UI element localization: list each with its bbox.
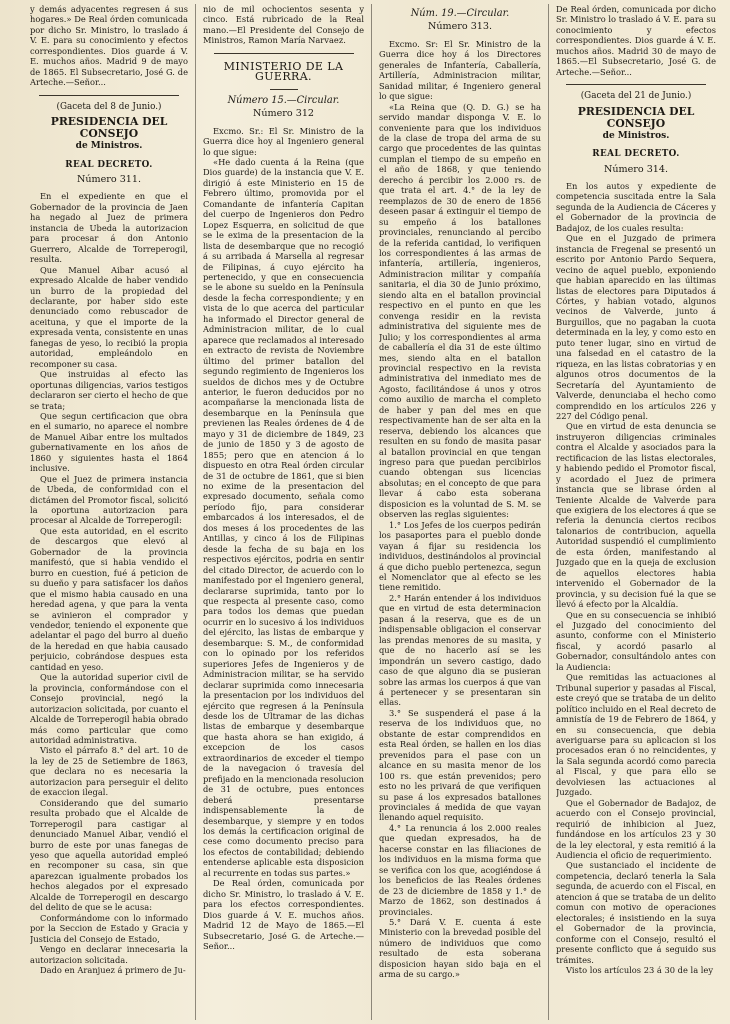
paragraph: Excmo. Sr: El Sr. Ministro de la Guerra dice hoy á los Directores generales de Infantería, Caballería, Artillería, Administracion militar, Sanidad militar, é Ingeniero general lo que sigue: [379, 38, 541, 102]
paragraph: En los autos y expediente de competencia suscitada entre la Sala segunda de la Audiencia de Cáceres y el Gobernador de la provincia de Badajoz, de los cuales resulta: [556, 180, 716, 233]
paragraph: Excmo. Sr.: El Sr. Ministro de la Guerra dice hoy al Ingeniero general lo que sigue: [203, 125, 364, 157]
decree-heading: REAL DECRETO. [65, 159, 153, 170]
column-rule [371, 4, 372, 1020]
section-subheading: de Ministros. [602, 130, 670, 141]
column-rule [548, 4, 549, 1020]
lead-text: De Real órden, comunicada por dicho Sr. Ministro lo traslado á V. E. para su conocimiento y efectos correspondientes. Dios guarde á V. E. muchos años. Madrid 30 de mayo de 1865.—El Subsecretario, José G. de Arteche.—Señor... [556, 4, 716, 77]
paragraph: Que instruidas al efecto las oportunas diligencias, varios testigos declararon ser cierto el hecho de que se trata; [30, 369, 188, 411]
section-subheading: de Ministros. [75, 141, 143, 152]
short-divider [270, 89, 298, 90]
paragraph: Visto los artículos 23 á 30 de la ley [566, 964, 714, 975]
section-divider [214, 53, 354, 54]
section-divider [566, 84, 706, 85]
paragraph: Que sustanciado el incidente de competencia, declaró tenerla la Sala segunda, de acuerdo con el Fiscal, en atencion á que se trataba de un delito comun con motivo de operaciones electorales; é insistiendo en la suya el Gobernador de la provincia, conforme con el Consejo, resultó el presente conflicto que á seguido sus trámites. [556, 860, 716, 965]
paragraph: Que Manuel Aibar acusó al expresado Alcalde de haber vendido un burro de la propiedad del declarante, por haber sido este denunciado como rebuscador de aceituna, y que el importe de la expresada venta, consistente en unas fanegas de yeso, lo recibió la propia autoridad, empleándolo en recomponer su casa. [30, 264, 188, 369]
paragraph: 2.° Harán entender á los individuos que en virtud de esta determinacion pasan á la reserva, que es de un indispensable obligacion el conservar las prendas menores de su masita, y que de no hacerlo así se les impondrán un severo castigo, dado caso de que alguno dia se pusieran sobre las armas los cuerpos á que van á pertenecer y se presentaran sin ellas. [379, 592, 541, 708]
paragraph: Considerando que del sumario resulta probado que el Alcalde de Torreperogil para castigar al denunciado Manuel Aibar, vendió el burro de este por unas fanegas de yeso que aquella autoridad empleó en recomponer su casa, sin que aparezcan igualmente probados los hechos alegados por el expresado Alcalde de Torreperogil en descargo del delito de que se le acusa: [30, 797, 188, 913]
entry-number: Número 313. [427, 21, 493, 33]
paragraph: De Real órden, comunicada por dicho Sr. Ministro, lo traslado á V. E. para los efectos correspondientes. Dios guarde á V. E. muchos años. Madrid 12 de Mayo de 1865.—El Subsecretario, José G. de Arteche.—Señor... [203, 878, 364, 951]
paragraph: Que segun certificacion que obra en el sumario, no aparece el nombre de Manuel Aibar entre los multados gubernativamente en los años de 1860 y siguientes hasta el 1864 inclusive. [30, 410, 188, 474]
paragraph: 5.° Dará V. E. cuenta á este Ministerio con la brevedad posible del número de individuos que como resultado de esta soberana disposicion hayan sido baja en el arma de su cargo.» [379, 916, 541, 980]
gaceta-date: (Gaceta del 21 de Junio.) [580, 91, 692, 102]
paragraph: Visto el párrafo 8.° del art. 10 de la ley de 25 de Setiembre de 1863, que declara no es necesaria la autorizacion para perseguir el delito de exaccion ilegal. [30, 745, 188, 798]
gaceta-date: (Gaceta del 8 de Junio.) [56, 101, 162, 112]
lead-text: y demás adyacentes regresen á sus hogares.» De Real órden comunicada por dicho Sr. Ministro, lo traslado á V. E. para su conocimiento y efectos correspondientes. Dios guarde á V. E. muchos años. Madrid 9 de mayo de 1865. El Subsecretario, José G. de Arteche.—Señor... [30, 4, 188, 88]
paragraph: «La Reina que (Q. D. G.) se ha servido mandar disponga V. E. lo conveniente para que los individuos de la clase de tropa del arma de su cargo que procedentes de las quintas cumplan el tiempo de su empeño en el año de 1868, y que teniendo derecho á percibir los 2.000 rs. de que trata el art. 4.° de la ley de reemplazos de 30 de enero de 1856 deseen pasar á extinguir el tiempo de su empeño á los batallones provinciales, renunciando al percibo de la referida cantidad, lo verifiquen los correspondientes á las armas de infantería, artillería, ingenieros, Administracion militar y compañía sanitaria, el dia 30 de Junio próximo, siendo alta en el batallon provincial respectivo en el punto en que les convenga residir en la revista administrativa del siguiente mes de Julio; y los correspondientes al arma de caballería el dia 31 de este último mes, siendo alta en el batallon provincial respectivo en la revista administrativa del inmediato mes de Agosto, facilitándose á unos y otros como auxilio de marcha el completo de haber y pan del mes en que respectivamente han de ser alta en la reserva, debiendo los alcances que resulten en su fondo de masita pasar al batallon provincial en que tengan ingreso para que puedan percibirlos cuando obtengan sus licencias absolutas; en el concepto de que para llevar á cabo esta soberana disposicion es la voluntad de S. M. se observen las reglas siguientes: [379, 101, 541, 520]
paragraph: Conformándome con lo informado por la Seccion de Estado y Gracia y Justicia del Consejo de Estado, [30, 912, 188, 944]
entry-number: Número 311. [76, 173, 142, 185]
entry-number: Número 314. [603, 163, 669, 175]
lead-text: nio de mil ochocientos sesenta y cinco. Está rubricado de la Real mano.—El Presidente del Consejo de Ministros, Ramon María Narvaez. [203, 4, 364, 46]
column-rule [195, 4, 196, 1020]
section-heading: PRESIDENCIA DEL CONSEJO [50, 115, 168, 141]
paragraph: 4.° La renuncia á los 2.000 reales que quedan expresados, ha de hacerse constar en las filiaciones de los individuos en la misma forma que se verifica con los que, acogiéndose á los beneficios de las Reales órdenes de 23 de diciembre de 1858 y 1.° de Marzo de 1862, son destinados á provinciales. [379, 822, 541, 917]
section-heading: PRESIDENCIA DEL CONSEJO [577, 104, 695, 130]
paragraph: Vengo en declarar innecesaria la autorizacion solicitada. [30, 944, 188, 965]
circular-heading: Núm. 19.—Circular. [410, 8, 510, 19]
paragraph: Que en su consecuencia se inhibió el Juzgado del conocimiento del asunto, conforme con el Ministerio fiscal, y acordó pasarlo al Gobernador, consultándolo antes con la Audiencia: [556, 609, 716, 672]
paragraph: En el expediente en que el Gobernador de la provincia de Jaen ha negado al Juez de primera instancia de Ubeda la autorizacion para procesar á don Antonio Guerrero, Alcalde de Torreperogil, resulta. [30, 191, 188, 265]
paragraph: «He dado cuenta á la Reina (que Dios guarde) de la instancia que V. E. dirigió á este Ministerio en 15 de Febrero último, promovida por el Comandante de infantería Capitan del cuerpo de Ingenieros don Pedro Lopez Esquerra, en solicitud de que se le exima de la presentacion de la lista de desembarque que no recogió á su arribada á Marsella al regresar de Filipinas, á cuyo ejército ha pertenecido, y que en consecuencia se le abone su sueldo en la Península desde la fecha correspondiente; y en vista de lo que acerca del particular ha informado el Director general de Administracion militar, de lo cual aparece que reclamados al interesado en extracto de revista de Noviembre último del primer batallon del segundo regimiento de Ingenieros los sueldos de dichos mes y de Octubre anterior, le fueron deducidos por no acompañarse la mencionada lista de desembarque en la Península que previenen las Reales órdenes de 4 de mayo y 31 de diciembre de 1849, 23 de junio de 1850 y 3 de agosto de 1855; pero que en atencion á lo dispuesto en otra Real órden circular de 31 de octubre de 1861, que si bien no exime de la presentacion del expresado documento, señala como período fijo, para considerar embarcados á los interesados, el de dos meses á los procedentes de las Antillas, y cinco á los de Filipinas desde la fecha de su baja en los respectivos ejércitos, podria en sentir del citado Director, de acuerdo con lo manifestado por el Ingeniero general, declararse suprimida, tanto por lo que respecta al presente caso, como para todos los demas que puedan ocurrir en lo sucesivo á los individuos del ejército, las listas de embarque y desembarque: S. M., de conformidad con lo opinado por los referidos superiores Jefes de Ingenieros y de Administracion militar, se ha servido declarar suprimida como innecesaria la presentacion por los individuos del ejército que regresen á la Península desde los de Ultramar de las dichas listas de embarque y desembarque que hasta ahora se han exigido, á excepcion de los casos extraordinarios de exceder el tiempo de la navegacion ó travesía del prefijado en la mencionada resolucion de 31 de octubre, pues entonces deberá presentarse indispensablemente la de desembarque, y siempre y en todos los demás la certificacion original de cese como documento preciso para los efectos de contabilidad; debiendo entenderse aplicable esta disposicion al recurrente en todas sus partes.» [203, 156, 364, 878]
ministry-heading: MINISTERIO DE LA GUERRA. [223, 59, 344, 84]
entry-number: Número 312 [252, 108, 315, 120]
paragraph: Que el Gobernador de Badajoz, de acuerdo con el Consejo provincial, requirió de inhibicion al Juez, fundándose en los artículos 23 y 30 de la ley electoral, y esta remitió á la Audiencia el oficio de requerimiento. [556, 797, 716, 860]
paragraph: Que el Juez de primera instancia de Ubeda, de conformidad con el dictámen del Promotor fiscal, solicitó la oportuna autorizacion para procesar al Alcalde de Torreperogil: [30, 473, 188, 526]
paragraph: Dado en Aranjuez á primero de Ju- [40, 964, 186, 975]
circular-heading: Número 15.—Circular. [227, 94, 340, 106]
paragraph: Que remitidas las actuaciones al Tribunal superior y pasadas al Fiscal, este creyó que se trataba de un delito político incluido en el Real decreto de amnistía de 19 de Febrero de 1864, y en su consecuencia, que debia averiguarse para su aplicacion si los procesados eran ó no reincidentes, y la Sala segunda acordó como parecia al Fiscal, y que para ello se devolviesen las actuaciones al Juzgado. [556, 672, 716, 798]
column-1 [30, 4, 188, 1020]
column-3 [379, 4, 541, 1020]
column-2 [203, 4, 364, 1020]
paragraph: Que en virtud de esta denuncia se instruyeron diligencias criminales contra el Alcalde y asociados para la rectificacion de las listas electorales, y habiendo pedido el Promotor fiscal, y acordado el Juez de primera instancia que se librase órden al Teniente Alcalde de Valverde para que exigiera de los electores á que se referia la denuncia ciertos recibos talonarios de contribucion, aquella Autoridad suspendió el cumplimiento de esta órden, manifestando al Juzgado que en la queja de exclusion de aquellos electores habia intervenido el Gobernador de la provincia, y su decision fué la que se llevó á efecto por la Alcaldía. [556, 421, 716, 610]
section-divider [39, 95, 179, 96]
paragraph: Que en el Juzgado de primera instancia de Fregenal se presentó un escrito por Antonio Pardo Sequera, vecino de aquel pueblo, exponiendo que habian aparecido en las últimas listas de electores para Diputados á Córtes, y habian votado, algunos vecinos de Valverde, junto á Burguillos, que no pagaban la cuota determinada en la ley, y como esto en puto tener lugar, sino en virtud de una falsedad en el catastro de la riqueza, en las listas cobratorias y en algunos otros documentos de la Secretaría del Ayuntamiento de Valverde, denunciaba el hecho como comprendido en los artículos 226 y 227 del Código penal. [556, 233, 716, 421]
decree-heading: REAL DECRETO. [592, 149, 680, 160]
paragraph: 3.° Se suspenderá el pase á la reserva de los individuos que, no obstante de estar comprendidos en esta Real órden, se hallen en los dias prevenidos para el pase con un alcance en su masita menor de los 100 rs. que están prevenidos; pero esto no les privará de que verifiquen su pase á los expresados batallones provinciales á medida de que vayan llenando aquel requisito. [379, 707, 541, 823]
paragraph: 1.° Los Jefes de los cuerpos pedirán los pasaportes para el pueblo donde vayan á fijar su residencia los individuos, destinándolos al provincial á que dicho pueblo pertenezca, segun el Nomenclator que al efecto se les tiene remitido. [379, 519, 541, 593]
paragraph: Que esta autoridad, en el escrito de descargos que elevó al Gobernador de la provincia manifestó, que si habia vendido el burro en cuestion, fué á peticion de su dueño y para satisfacer los daños que el mismo habia causado en una heredad agena, y que para la venta se avinieron el comprador y vendedor, teniendo el exponente que adelantar el pago del burro al dueño de la heredad en que habia causado perjuicio, cobrándose despues esta cantidad en yeso. [30, 525, 188, 672]
paragraph: Que la autoridad superior civil de la provincia, conformándose con el Consejo provincial, negó la autorizacion solicitada, por cuanto el Alcalde de Torreperogil habia obrado más como particular que como autoridad administrativa. [30, 672, 188, 745]
column-4 [556, 4, 716, 1020]
